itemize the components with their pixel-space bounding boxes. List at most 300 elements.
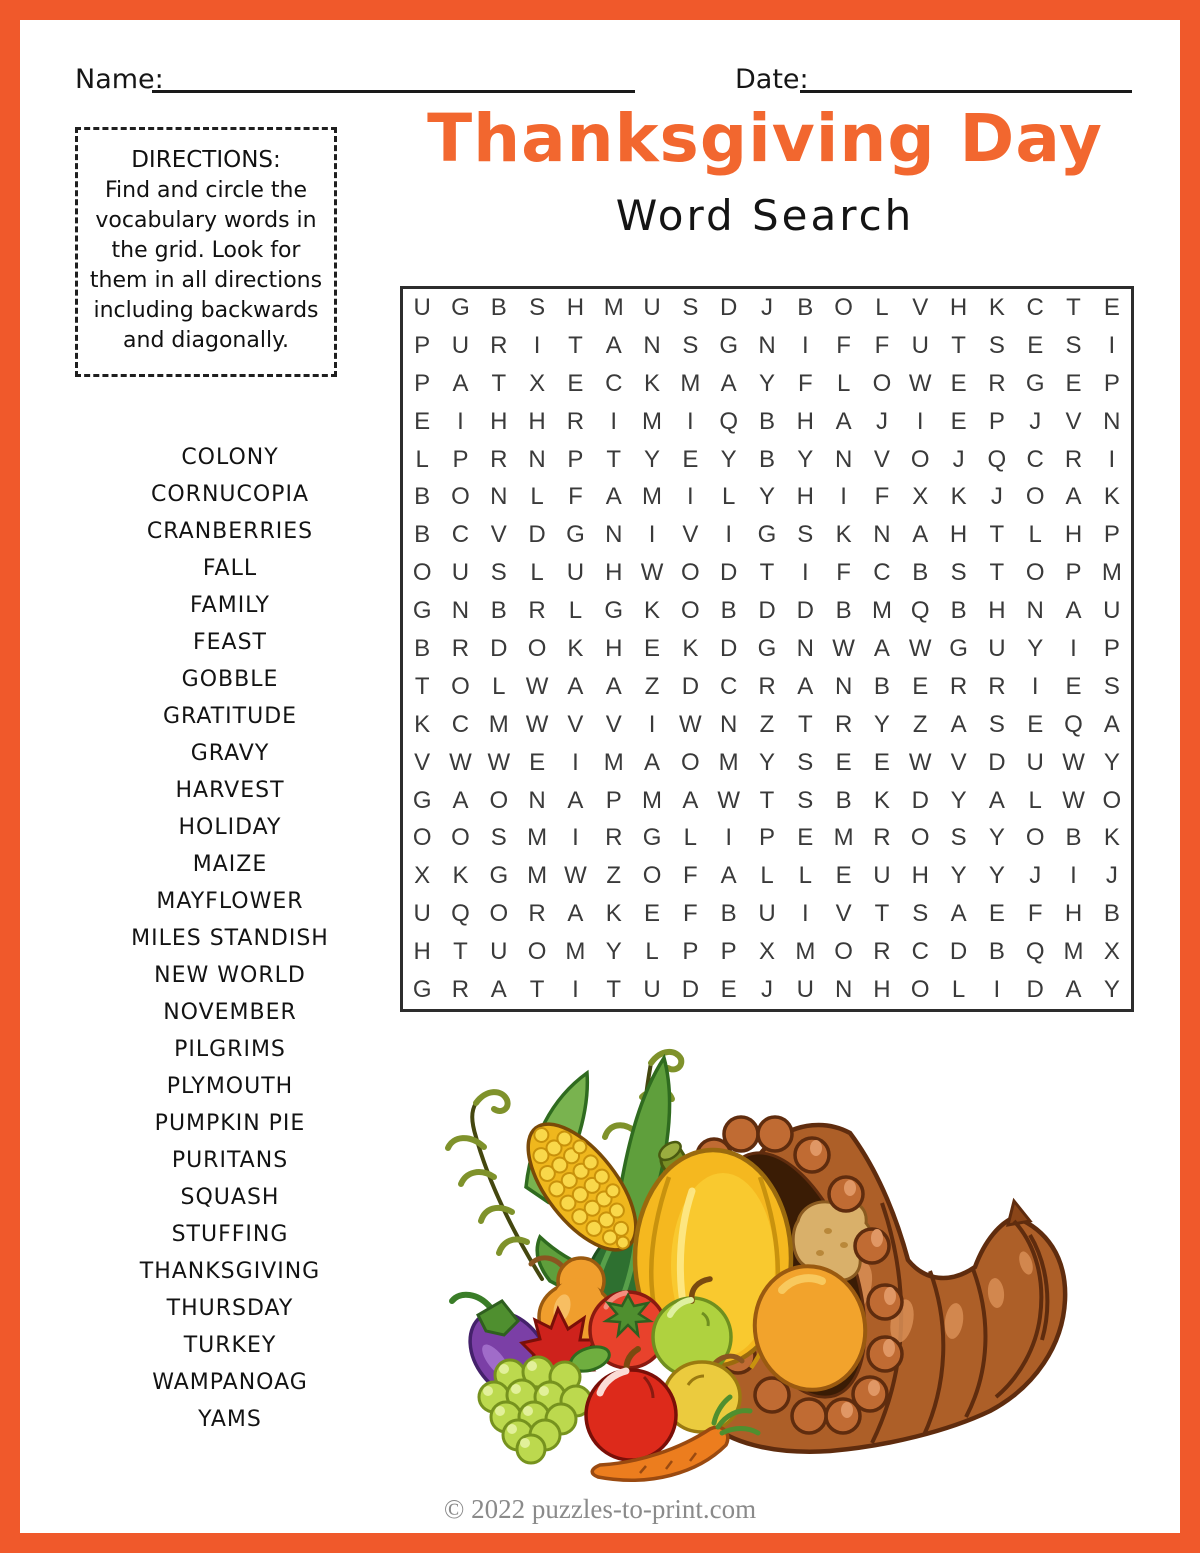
grid-cell: A: [605, 672, 622, 700]
grid-cell: H: [566, 293, 585, 321]
grid-cell: K: [1103, 824, 1120, 852]
grid-cell: I: [725, 521, 732, 549]
grid-cell: I: [993, 976, 1001, 1004]
grid-cell: I: [687, 483, 694, 511]
grid-cell: A: [605, 331, 622, 359]
grid-cell: U: [1103, 597, 1121, 625]
grid-cell: F: [1027, 900, 1043, 928]
grid-cell: W: [1062, 748, 1085, 776]
grid-cell: A: [567, 900, 584, 928]
grid-cell: S: [490, 559, 507, 587]
directions-body: Find and circle the vocabulary words in the grid. Look for them in all directions including backwards and diagonally.: [89, 178, 323, 353]
grid-cell: S: [988, 331, 1005, 359]
word-list-item: FALL: [202, 556, 258, 581]
grid-cell: L: [951, 976, 966, 1004]
grid-cell: B: [414, 483, 431, 511]
grid-cell: E: [1103, 293, 1120, 321]
grid-cell: E: [797, 824, 814, 852]
grid-cell: E: [414, 407, 431, 435]
grid-cell: H: [1064, 900, 1083, 928]
grid-cell: D: [720, 634, 738, 662]
grid-cell: A: [490, 976, 507, 1004]
word-list-item: YAMS: [198, 1407, 262, 1432]
grid-cell: B: [490, 597, 507, 625]
grid-cell: I: [572, 976, 579, 1004]
grid-cell: M: [795, 938, 816, 966]
grid-cell: R: [873, 824, 891, 852]
grid-cell: H: [949, 293, 968, 321]
grid-cell: R: [490, 445, 508, 473]
grid-cell: U: [873, 862, 891, 890]
grid-cell: D: [796, 597, 814, 625]
grid-cell: T: [529, 976, 545, 1004]
grid-cell: N: [528, 786, 546, 814]
grid-cell: L: [1028, 521, 1042, 549]
grid-cell: T: [989, 559, 1005, 587]
grid-cell: K: [1103, 483, 1120, 511]
grid-cell: W: [487, 748, 511, 776]
grid-cell: Z: [644, 672, 660, 700]
grid-cell: A: [797, 672, 814, 700]
grid-cell: N: [451, 597, 470, 625]
grid-cell: L: [760, 862, 774, 890]
grid-cell: B: [758, 445, 775, 473]
grid-cell: A: [644, 748, 661, 776]
grid-cell: P: [414, 369, 431, 397]
grid-cell: U: [796, 976, 814, 1004]
word-list-item: HOLIDAY: [178, 815, 282, 840]
grid-cell: Z: [759, 710, 775, 738]
grid-cell: I: [801, 900, 809, 928]
grid-cell: C: [605, 369, 623, 397]
grid-cell: H: [911, 862, 929, 890]
grid-cell: L: [875, 293, 889, 321]
name-label: Name:: [75, 64, 164, 95]
grid-cell: O: [412, 824, 432, 852]
word-list-item: PLYMOUTH: [166, 1074, 294, 1099]
grid-cell: N: [1026, 597, 1044, 625]
grid-cell: F: [683, 862, 698, 890]
grid-cell: R: [949, 672, 968, 700]
grid-cell: E: [988, 900, 1005, 928]
grid-cell: R: [528, 597, 546, 625]
grid-cell: R: [1064, 445, 1083, 473]
cornucopia-illustration: [430, 1025, 1080, 1510]
grid-cell: U: [988, 634, 1006, 662]
grid-cell: P: [1065, 559, 1082, 587]
grid-cell: O: [489, 900, 509, 928]
grid-cell: R: [988, 369, 1006, 397]
grid-cell: B: [758, 407, 775, 435]
word-list-item: THURSDAY: [166, 1296, 294, 1321]
grid-cell: F: [874, 331, 890, 359]
word-list-item: PUMPKIN PIE: [154, 1111, 306, 1136]
grid-cell: O: [681, 559, 700, 587]
grid-cell: G: [412, 786, 432, 814]
grid-cell: F: [797, 369, 813, 397]
grid-cell: V: [873, 445, 890, 473]
grid-cell: M: [603, 748, 624, 776]
word-list-item: CORNUCOPIA: [150, 482, 309, 507]
grid-cell: G: [412, 976, 432, 1004]
grid-cell: D: [758, 597, 776, 625]
word-list-item: MAYFLOWER: [156, 889, 304, 914]
grid-cell: F: [836, 331, 851, 359]
grid-cell: R: [451, 634, 470, 662]
grid-cell: W: [1062, 786, 1085, 814]
grid-cell: S: [682, 331, 699, 359]
grid-cell: R: [528, 900, 546, 928]
grid-cell: P: [758, 824, 775, 852]
grid-cell: M: [833, 824, 854, 852]
grid-cell: Y: [797, 445, 814, 473]
grid-cell: M: [642, 407, 663, 435]
grid-cell: H: [796, 483, 814, 511]
grid-cell: K: [414, 710, 431, 738]
word-list-item: WAMPANOAG: [152, 1370, 308, 1395]
grid-cell: Y: [950, 862, 967, 890]
grid-cell: H: [1064, 521, 1083, 549]
grid-cell: B: [490, 293, 507, 321]
grid-cell: X: [758, 938, 775, 966]
grid-cell: I: [1108, 445, 1116, 473]
grid-cell: U: [413, 900, 431, 928]
grid-cell: O: [834, 293, 853, 321]
grid-cell: U: [758, 900, 776, 928]
grid-cell: G: [451, 293, 470, 321]
grid-cell: B: [414, 521, 431, 549]
grid-cell: G: [949, 634, 968, 662]
grid-cell: J: [1105, 862, 1118, 890]
grid-cell: W: [717, 786, 740, 814]
grid-cell: R: [988, 672, 1006, 700]
grid-cell: D: [681, 976, 700, 1004]
grid-cell: S: [988, 710, 1005, 738]
grid-cell: O: [1102, 786, 1122, 814]
grid-cell: S: [797, 748, 814, 776]
grid-cell: B: [950, 597, 967, 625]
grid-cell: A: [720, 862, 737, 890]
grid-cell: P: [414, 331, 431, 359]
grid-cell: T: [1066, 293, 1081, 321]
grid-cell: P: [567, 445, 584, 473]
grid-cell: I: [648, 710, 656, 738]
grid-cell: L: [836, 369, 851, 397]
grid-cell: P: [1103, 634, 1120, 662]
grid-cell: M: [1101, 559, 1122, 587]
grid-cell: O: [1025, 483, 1045, 511]
grid-cell: N: [490, 483, 508, 511]
word-list-item: THANKSGIVING: [139, 1259, 321, 1284]
grid-cell: D: [988, 748, 1006, 776]
grid-cell: R: [566, 407, 585, 435]
word-list-item: MILES STANDISH: [131, 926, 329, 951]
grid-cell: Q: [451, 900, 470, 928]
grid-cell: H: [605, 634, 623, 662]
grid-cell: A: [1065, 483, 1082, 511]
grid-cell: A: [682, 786, 699, 814]
grid-cell: E: [529, 748, 546, 776]
grid-cell: E: [950, 369, 967, 397]
grid-cell: W: [679, 710, 702, 738]
grid-cell: R: [605, 824, 623, 852]
grid-cell: Q: [1025, 938, 1045, 966]
grid-cell: K: [644, 369, 661, 397]
page-subtitle: Word Search: [615, 191, 915, 241]
word-list-item: PILGRIMS: [174, 1037, 286, 1062]
grid-cell: J: [1029, 407, 1042, 435]
grid-cell: N: [758, 331, 776, 359]
grid-cell: I: [1031, 672, 1039, 700]
grid-cell: I: [801, 331, 809, 359]
grid-cell: V: [835, 900, 852, 928]
grid-cell: B: [414, 634, 431, 662]
grid-cell: V: [950, 748, 967, 776]
grid-cell: I: [572, 824, 579, 852]
grid-cell: B: [1103, 900, 1120, 928]
grid-cell: J: [760, 293, 773, 321]
grid-cell: I: [801, 559, 809, 587]
grid-cell: N: [720, 710, 738, 738]
grid-cell: N: [528, 445, 546, 473]
grid-cell: N: [873, 521, 891, 549]
grid-cell: T: [797, 710, 813, 738]
grid-cell: B: [988, 938, 1005, 966]
grid-cell: G: [719, 331, 738, 359]
grid-cell: C: [1026, 445, 1044, 473]
grid-cell: R: [490, 331, 508, 359]
grid-cell: P: [452, 445, 469, 473]
grid-cell: B: [873, 672, 890, 700]
grid-cell: B: [1065, 824, 1082, 852]
grid-cell: B: [797, 293, 814, 321]
word-list-item: COLONY: [181, 445, 279, 470]
word-list: [65, 439, 395, 1438]
grid-cell: M: [1063, 938, 1084, 966]
name-blank-line: [152, 66, 635, 93]
grid-cell: T: [874, 900, 890, 928]
grid-cell: G: [642, 824, 662, 852]
grid-cell: D: [1026, 976, 1044, 1004]
grid-cell: K: [682, 634, 699, 662]
grid-cell: S: [1103, 672, 1120, 700]
date-blank-line: [800, 66, 1132, 93]
grid-cell: K: [950, 483, 967, 511]
grid-cell: V: [490, 521, 507, 549]
grid-cell: X: [529, 369, 546, 397]
grid-cell: O: [681, 748, 700, 776]
grid-cell: Z: [606, 862, 622, 890]
grid-cell: M: [642, 483, 663, 511]
grid-cell: H: [605, 559, 623, 587]
directions-heading: DIRECTIONS:: [131, 147, 281, 173]
word-list-item: FEAST: [192, 630, 267, 655]
grid-cell: V: [567, 710, 584, 738]
grid-cell: E: [950, 407, 967, 435]
grid-cell: A: [950, 710, 967, 738]
grid-cell: G: [489, 862, 509, 890]
grid-cell: E: [644, 900, 661, 928]
grid-cell: N: [643, 331, 661, 359]
grid-cell: U: [451, 331, 470, 359]
grid-cell: S: [682, 293, 699, 321]
grid-cell: D: [528, 521, 546, 549]
grid-cell: A: [720, 369, 737, 397]
grid-cell: A: [1065, 976, 1082, 1004]
grid-cell: Q: [987, 445, 1007, 473]
grid-cell: Q: [719, 407, 738, 435]
grid-cell: E: [873, 748, 890, 776]
grid-cell: J: [760, 976, 773, 1004]
grid-cell: N: [834, 672, 853, 700]
grid-cell: N: [834, 445, 853, 473]
grid-cell: S: [490, 824, 507, 852]
grid-cell: I: [1070, 634, 1077, 662]
grid-cell: I: [687, 407, 694, 435]
grid-cell: H: [988, 597, 1006, 625]
grid-cell: L: [492, 672, 506, 700]
grid-cell: T: [759, 786, 775, 814]
grid-cell: A: [567, 672, 584, 700]
grid-cell: E: [567, 369, 584, 397]
grid-cell: V: [605, 710, 622, 738]
grid-cell: E: [1065, 672, 1082, 700]
grid-cell: K: [605, 900, 622, 928]
grid-cell: R: [873, 938, 891, 966]
grid-cell: X: [1103, 938, 1120, 966]
grid-cell: O: [451, 824, 470, 852]
grid-cell: B: [720, 900, 737, 928]
grid-cell: E: [835, 862, 852, 890]
grid-cell: V: [682, 521, 699, 549]
grid-cell: A: [912, 521, 929, 549]
word-search-grid: [400, 286, 1134, 1012]
grid-cell: A: [605, 483, 622, 511]
grid-cell: B: [720, 597, 737, 625]
grid-cell: P: [988, 407, 1005, 435]
grid-cell: U: [451, 559, 470, 587]
grid-cell: G: [757, 634, 777, 662]
grid-cell: P: [720, 938, 737, 966]
grid-cell: O: [642, 862, 662, 890]
grid-cell: C: [1026, 293, 1044, 321]
grid-cell: M: [871, 597, 892, 625]
grid-cell: H: [490, 407, 508, 435]
grid-cell: O: [451, 483, 470, 511]
grid-cell: I: [840, 483, 847, 511]
grid-cell: B: [835, 786, 852, 814]
grid-cell: B: [912, 559, 929, 587]
grid-cell: M: [718, 748, 739, 776]
grid-cell: R: [834, 710, 853, 738]
grid-cell: I: [725, 824, 732, 852]
grid-cell: D: [720, 559, 738, 587]
grid-cell: I: [1070, 862, 1077, 890]
grid-cell: S: [529, 293, 546, 321]
grid-cell: Y: [950, 786, 967, 814]
grid-cell: T: [453, 938, 468, 966]
grid-cell: S: [797, 521, 814, 549]
grid-cell: O: [910, 824, 930, 852]
grid-cell: W: [525, 672, 549, 700]
grid-cell: N: [834, 976, 853, 1004]
grid-cell: O: [527, 634, 547, 662]
grid-cell: J: [990, 483, 1003, 511]
grid-cell: U: [643, 976, 661, 1004]
grid-cell: U: [413, 293, 431, 321]
grid-cell: X: [414, 862, 431, 890]
grid-cell: H: [873, 976, 891, 1004]
grid-cell: T: [759, 559, 775, 587]
grid-cell: I: [1108, 331, 1116, 359]
grid-cell: A: [1103, 710, 1120, 738]
grid-cell: C: [873, 559, 891, 587]
grid-cell: G: [566, 521, 585, 549]
grid-cell: D: [490, 634, 508, 662]
grid-cell: M: [565, 938, 586, 966]
grid-cell: S: [912, 900, 929, 928]
grid-cell: F: [874, 483, 890, 511]
grid-cell: J: [1029, 862, 1042, 890]
grid-cell: Y: [758, 369, 775, 397]
grid-cell: B: [835, 597, 852, 625]
grid-cell: W: [908, 748, 932, 776]
grid-cell: E: [1065, 369, 1082, 397]
grid-cell: L: [798, 862, 812, 890]
grid-cell: I: [610, 407, 618, 435]
grid-cell: I: [648, 521, 656, 549]
grid-cell: I: [533, 331, 541, 359]
grid-cell: H: [528, 407, 546, 435]
grid-cell: P: [1103, 369, 1120, 397]
grid-cell: Y: [644, 445, 661, 473]
word-list-item: TURKEY: [183, 1333, 277, 1358]
grid-cell: O: [872, 369, 892, 397]
grid-cell: H: [413, 938, 431, 966]
grid-cell: O: [1025, 559, 1045, 587]
grid-cell: I: [916, 407, 924, 435]
grid-cell: Y: [758, 483, 775, 511]
grid-cell: O: [1025, 824, 1045, 852]
word-list-item: GRATITUDE: [162, 704, 298, 729]
grid-cell: C: [451, 521, 470, 549]
page-title: Thanksgiving Day: [427, 100, 1103, 177]
grid-cell: O: [527, 938, 547, 966]
grid-cell: U: [1026, 748, 1044, 776]
grid-cell: T: [951, 331, 966, 359]
grid-cell: L: [683, 824, 698, 852]
word-list-item: FAMILY: [190, 593, 270, 618]
grid-cell: G: [604, 597, 624, 625]
grid-cell: K: [567, 634, 584, 662]
grid-cell: P: [1103, 521, 1120, 549]
grid-cell: A: [950, 900, 967, 928]
grid-cell: H: [949, 521, 968, 549]
grid-cell: M: [488, 710, 509, 738]
grid-cell: O: [412, 559, 432, 587]
grid-cell: O: [910, 976, 930, 1004]
word-list-item: GOBBLE: [181, 667, 279, 692]
grid-cell: L: [645, 938, 659, 966]
grid-cell: Y: [988, 824, 1005, 852]
grid-cell: I: [572, 748, 579, 776]
grid-cell: D: [949, 938, 968, 966]
grid-cell: L: [568, 597, 583, 625]
grid-cell: A: [1065, 597, 1082, 625]
word-list-item: SQUASH: [180, 1185, 280, 1210]
grid-cell: M: [642, 786, 663, 814]
grid-cell: T: [606, 445, 622, 473]
